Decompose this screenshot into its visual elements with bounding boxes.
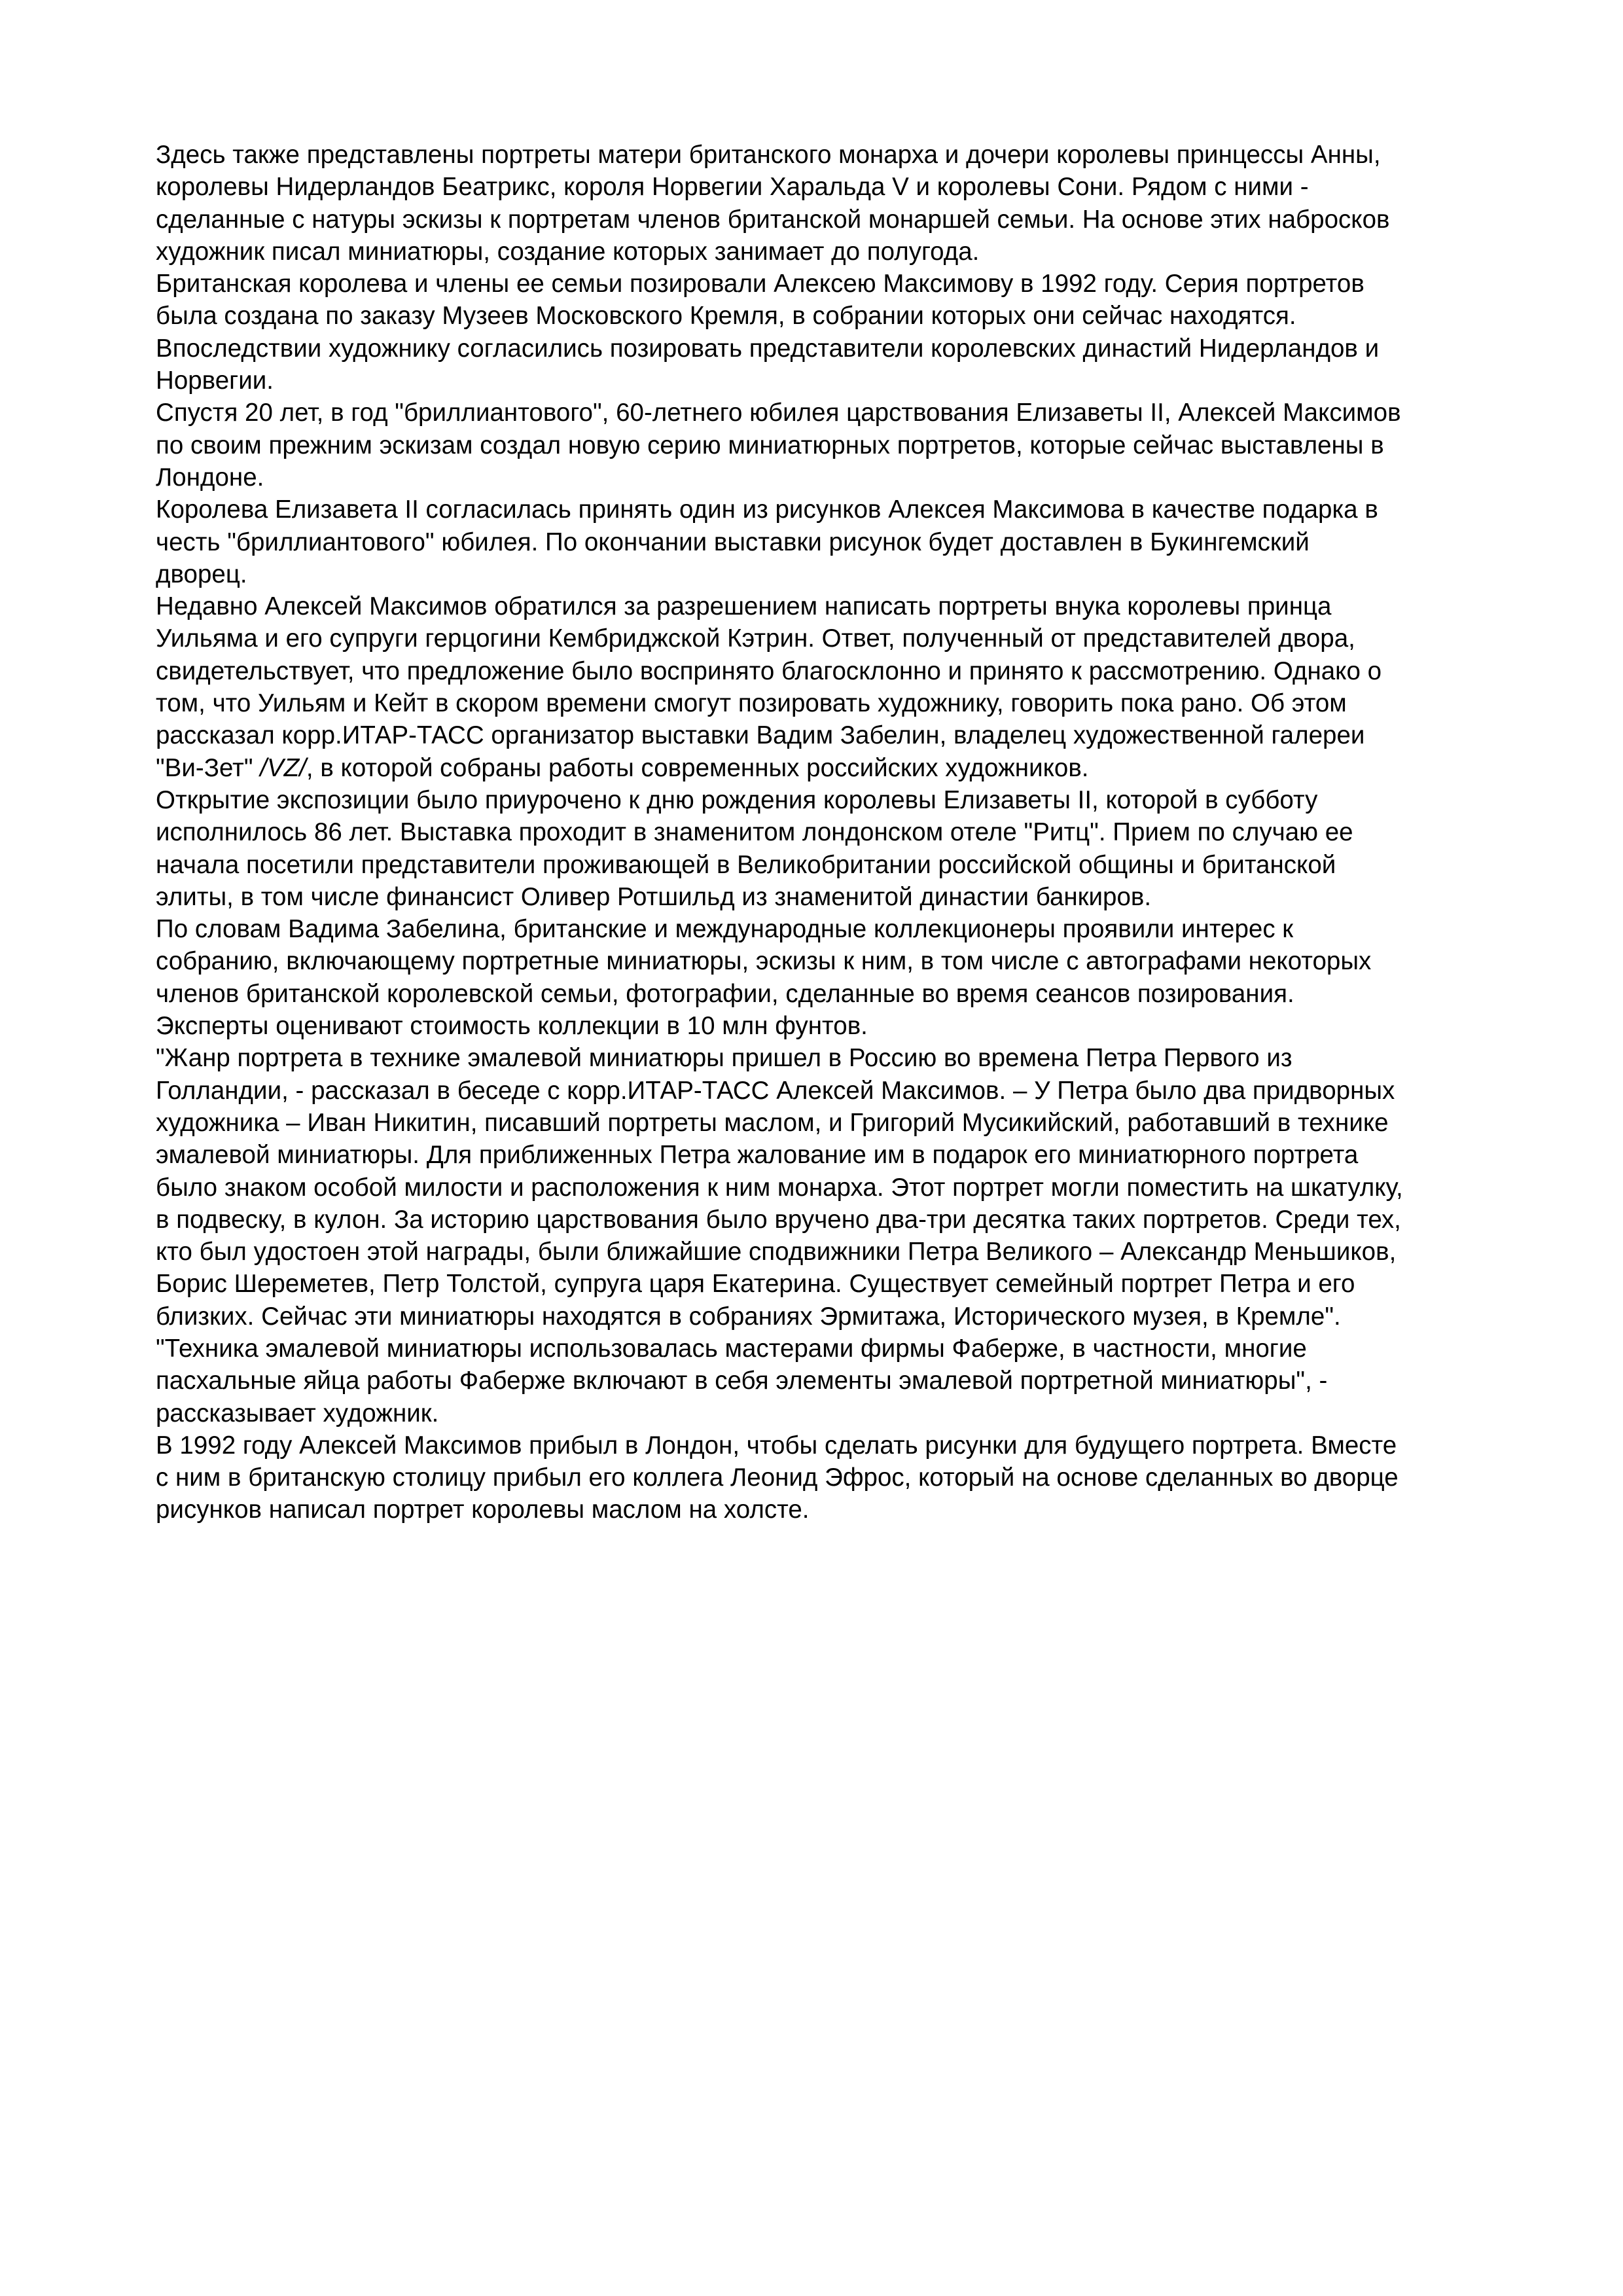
paragraph-4: Королева Елизавета II согласилась принять один из рисунков Алексея Максимова в качестве подарка в честь "бриллиантового" юбилея. По окончании выставки рисунок будет доставлен в Букингемский дворец. <box>156 495 1378 588</box>
paragraph-5-text-after-gallery-abbreviation: , в которой собраны работы современных российских художников. <box>306 753 1089 782</box>
paragraph-8: "Жанр портрета в технике эмалевой миниатюры пришел в Россию во времена Петра Первого из Голландии, - рассказал в беседе с корр.ИТАР-ТАСС Алексей Максимов. – У Петра было два придворных художника – Иван Никитин, писавший портреты маслом, и Григорий Мусикийский, работавший в технике эмалевой миниатюры. Для приближенных Петра жалование им в подарок его миниатюрного портрета было знаком особой милости и расположения к ним монарха. Этот портрет могли поместить на шкатулку, в подвеску, в кулон. За историю царствования было вручено два-три десятка таких портретов. Среди тех, кто был удостоен этой награды, были ближайшие сподвижники Петра Великого – Александр Меньшиков, Борис Шереметев, Петр Толстой, супруга царя Екатерина. Существует семейный портрет Петра и его близких. Сейчас эти миниатюры находятся в собраниях Эрмитажа, Исторического музея, в Кремле". <box>156 1044 1403 1331</box>
paragraph-2: Британская королева и члены ее семьи позировали Алексею Максимову в 1992 году. Серия портретов была создана по заказу Музеев Московского Кремля, в собрании которых они сейчас находятся. Впоследствии художнику согласились позировать представители королевских династий Нидерландов и Норвегии. <box>156 270 1380 395</box>
paragraph-10: В 1992 году Алексей Максимов прибыл в Лондон, чтобы сделать рисунки для будущего портрета. Вместе с ним в британскую столицу прибыл его коллега Леонид Эфрос, который на основе сделанных во дворце рисунков написал портрет королевы маслом на холсте. <box>156 1431 1399 1524</box>
paragraph-3: Спустя 20 лет, в год "бриллиантового", 60-летнего юбилея царствования Елизаветы II, Алексей Максимов по своим прежним эскизам создал новую серию миниатюрных портретов, которые сейчас выставлены в Лондоне. <box>156 399 1401 492</box>
paragraph-1: Здесь также представлены портреты матери британского монарха и дочери королевы принцессы Анны, королевы Нидерландов Беатрикс, короля Норвегии Харальда V и королевы Сони. Рядом с ними - сделанные с натуры эскизы к портретам членов британской монаршей семьи. На основе этих набросков художник писал миниатюры, создание которых занимает до полугода. <box>156 141 1390 266</box>
paragraph-6: Открытие экспозиции было приурочено к дню рождения королевы Елизаветы II, которой в субботу исполнилось 86 лет. Выставка проходит в знаменитом лондонском отеле "Ритц". Прием по случаю ее начала посетили представители проживающей в Великобритании российской общины и британской элиты, в том числе финансист Оливер Ротшильд из знаменитой династии банкиров. <box>156 785 1353 911</box>
paragraph-9: "Техника эмалевой миниатюры использовалась мастерами фирмы Фаберже, в частности, многие пасхальные яйца работы Фаберже включают в себя элементы эмалевой портретной миниатюры", - рассказывает художник. <box>156 1334 1328 1427</box>
paragraph-5-text-before-gallery-abbreviation: Недавно Алексей Максимов обратился за разрешением написать портреты внука королевы принца Уильяма и его супруги герцогини Кембриджской Кэтрин. Ответ, полученный от представителей двора, свидетельствует, что предложение было воспринято благосклонно и принято к рассмотрению. Однако о том, что Уильям и Кейт в скором времени смогут позировать художнику, говорить пока рано. Об этом рассказал корр.ИТАР-ТАСС организатор выставки Вадим Забелин, владелец художественной галереи "Ви-Зет" <box>156 592 1382 782</box>
paragraph-5 <box>156 590 1407 784</box>
paragraph-7: По словам Вадима Забелина, британские и международные коллекционеры проявили интерес к собранию, включающему портретные миниатюры, эскизы к ним, в том числе с автографами некоторых членов британской королевской семьи, фотографии, сделанные во время сеансов позирования. Эксперты оценивают стоимость коллекции в 10 млн фунтов. <box>156 915 1372 1041</box>
gallery-abbreviation: /VZ/ <box>260 753 306 782</box>
document-text-body <box>156 139 1407 1526</box>
